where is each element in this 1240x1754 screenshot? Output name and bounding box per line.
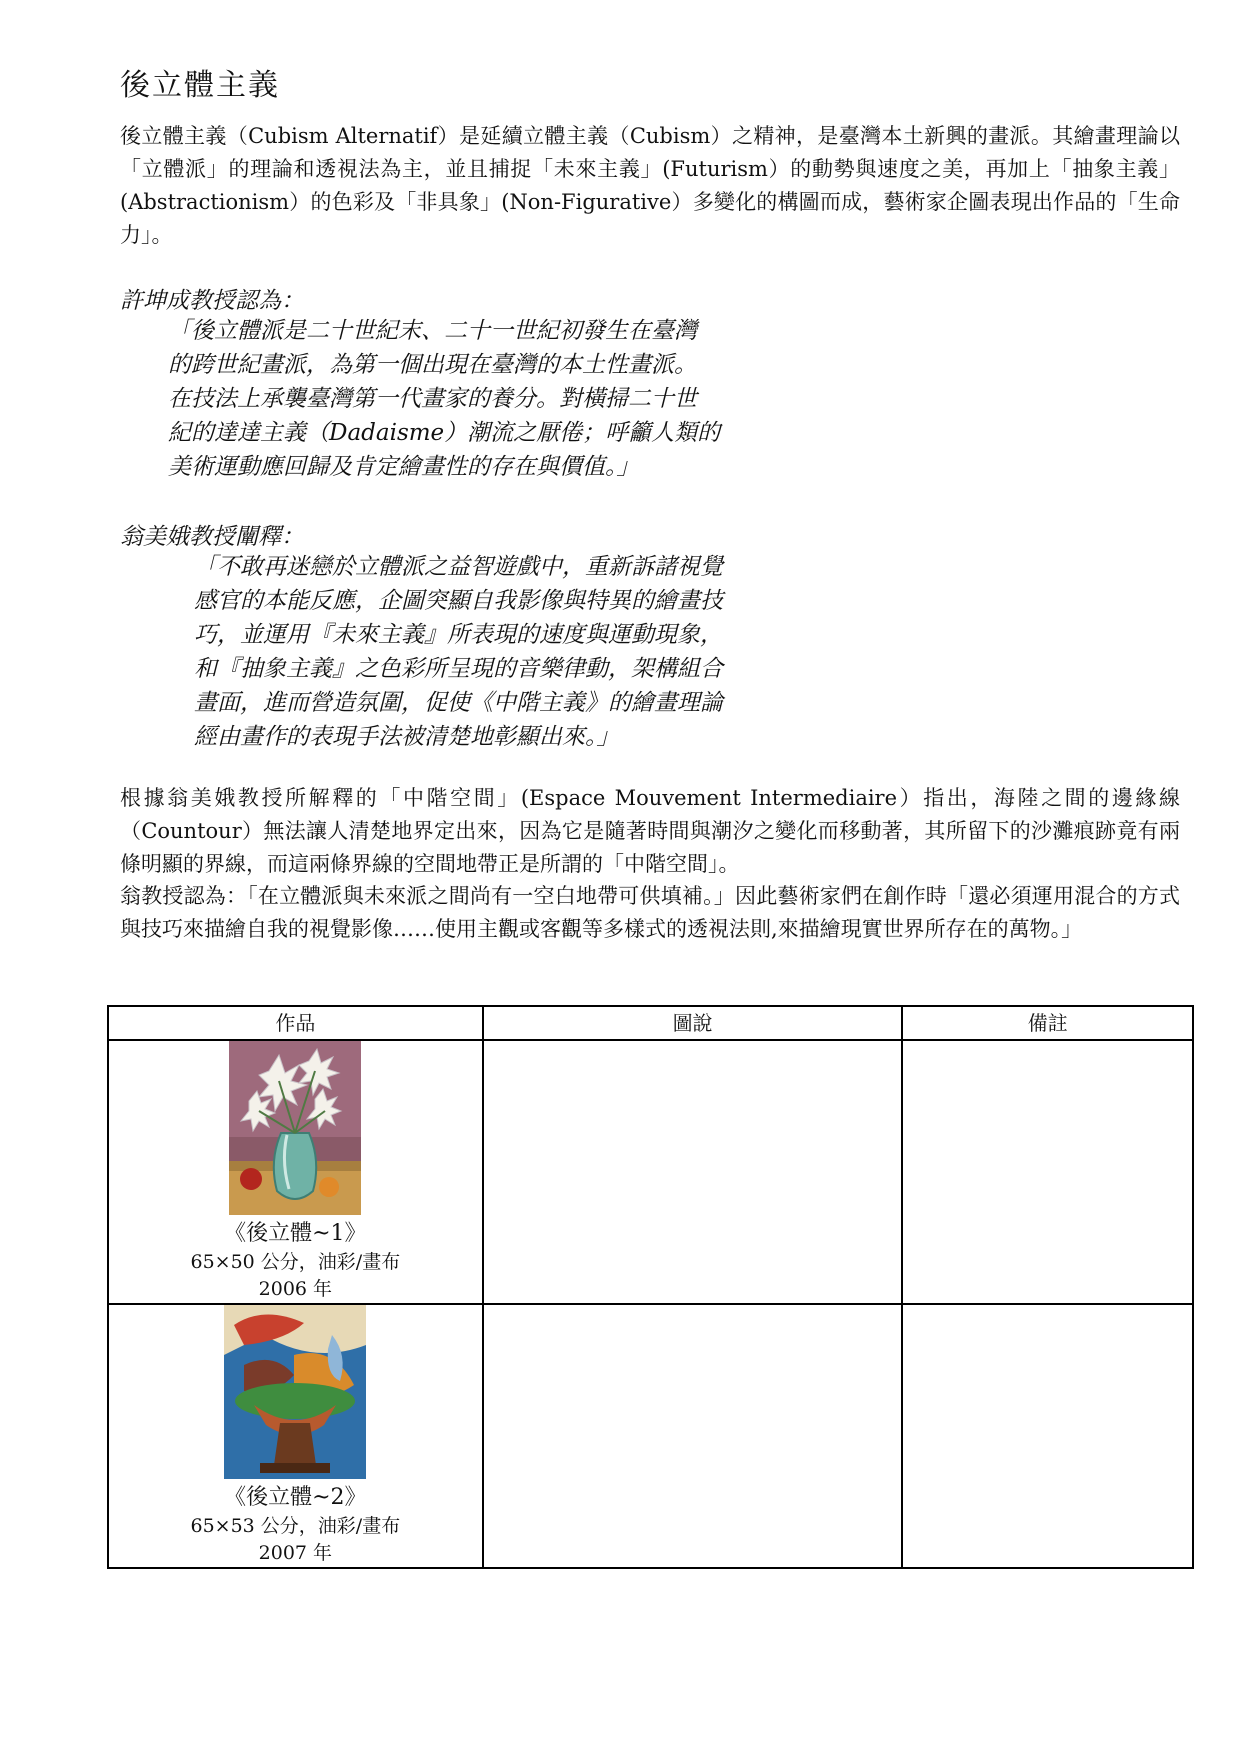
artwork-size-medium: 65×53 公分，油彩/畫布: [190, 1515, 401, 1537]
professor-view-paragraph: 翁教授認為：「在立體派與未來派之間尚有一空白地帶可供填補。」因此藝術家們在創作時「還必須運用混合的方式與技巧來描繪自我的視覺影像……使用主觀或客觀等多樣式的透視法則,來描繪現實世界所存在的萬物。」: [120, 884, 1180, 941]
artwork-title: 《後立體~1》: [224, 1221, 367, 1246]
intro-paragraph: 後立體主義（Cubism Alternatif）是延續立體主義（Cubism）之精神，是臺灣本土新興的畫派。其繪畫理論以「立體派」的理論和透視法為主，並且捕捉「未來主義」(Futurism）的動勢與速度之美，再加上「抽象主義」(Abstractionism）的色彩及「非具象」(Non-Figurative）多變化的構圖而成，藝術家企圖表現出作品的「生命力」。: [120, 124, 1180, 247]
caption-cell: [483, 1040, 903, 1304]
artworks-table: [107, 1005, 1194, 1569]
table-row: [108, 1040, 1193, 1304]
work-cell: [108, 1304, 483, 1568]
artwork-title: 《後立體~2》: [224, 1485, 367, 1510]
quote-line: 畫面，進而營造氛圍，促使《中階主義》的繪畫理論: [194, 690, 723, 716]
quote-line: 感官的本能反應，企圖突顯自我影像與特異的繪畫技: [194, 588, 723, 614]
table-row: [108, 1304, 1193, 1568]
quote-line: 「後立體派是二十世紀末、二十一世紀初發生在臺灣: [168, 318, 697, 344]
quote-line: 巧，並運用『未來主義』所表現的速度與運動現象，: [194, 622, 723, 648]
note-cell: [902, 1040, 1193, 1304]
quote-line: 「不敢再迷戀於立體派之益智遊戲中，重新訴諸視覺: [194, 554, 723, 580]
blockquote-2: [194, 550, 794, 754]
quote-line: 和『抽象主義』之色彩所呈現的音樂律動，架構組合: [194, 656, 723, 682]
quote-line: 的跨世紀畫派，為第一個出現在臺灣的本土性畫派。: [168, 352, 697, 378]
quote-line: 美術運動應回歸及肯定繪畫性的存在與價值。」: [168, 454, 640, 480]
header-caption: 圖說: [483, 1006, 903, 1040]
header-note: 備註: [902, 1006, 1193, 1040]
artwork-year: 2006 年: [258, 1278, 333, 1300]
quote-attribution-2: 翁美娥教授闡釋：: [120, 524, 304, 550]
artwork-image-2: [224, 1305, 366, 1479]
caption-cell: [483, 1304, 903, 1568]
quote-attribution-1: 許坤成教授認為：: [120, 288, 304, 314]
quote-line: 紀的達達主義（Dadaisme）潮流之厭倦；呼籲人類的: [168, 420, 721, 446]
artwork-image-1: [229, 1041, 361, 1215]
artwork-year: 2007 年: [258, 1542, 333, 1564]
quote-line: 經由畫作的表現手法被清楚地彰顯出來。」: [194, 724, 620, 750]
page-title: 後立體主義: [120, 68, 280, 103]
table-header-row: [108, 1006, 1193, 1040]
artwork-size-medium: 65×50 公分，油彩/畫布: [190, 1251, 401, 1273]
work-cell: [108, 1040, 483, 1304]
note-cell: [902, 1304, 1193, 1568]
header-work: 作品: [108, 1006, 483, 1040]
blockquote-1: [168, 314, 768, 484]
middle-space-paragraph: 根據翁美娥教授所解釋的「中階空間」(Espace Mouvement Intermediaire）指出，海陸之間的邊緣線（Countour）無法讓人清楚地界定出來，因為它是隨著時間與潮汐之變化而移動著，其所留下的沙灘痕跡竟有兩條明顯的界線，而這兩條界線的空間地帶正是所謂的「中階空間」。: [120, 786, 1180, 876]
quote-line: 在技法上承襲臺灣第一代畫家的養分。對橫掃二十世: [168, 386, 697, 412]
